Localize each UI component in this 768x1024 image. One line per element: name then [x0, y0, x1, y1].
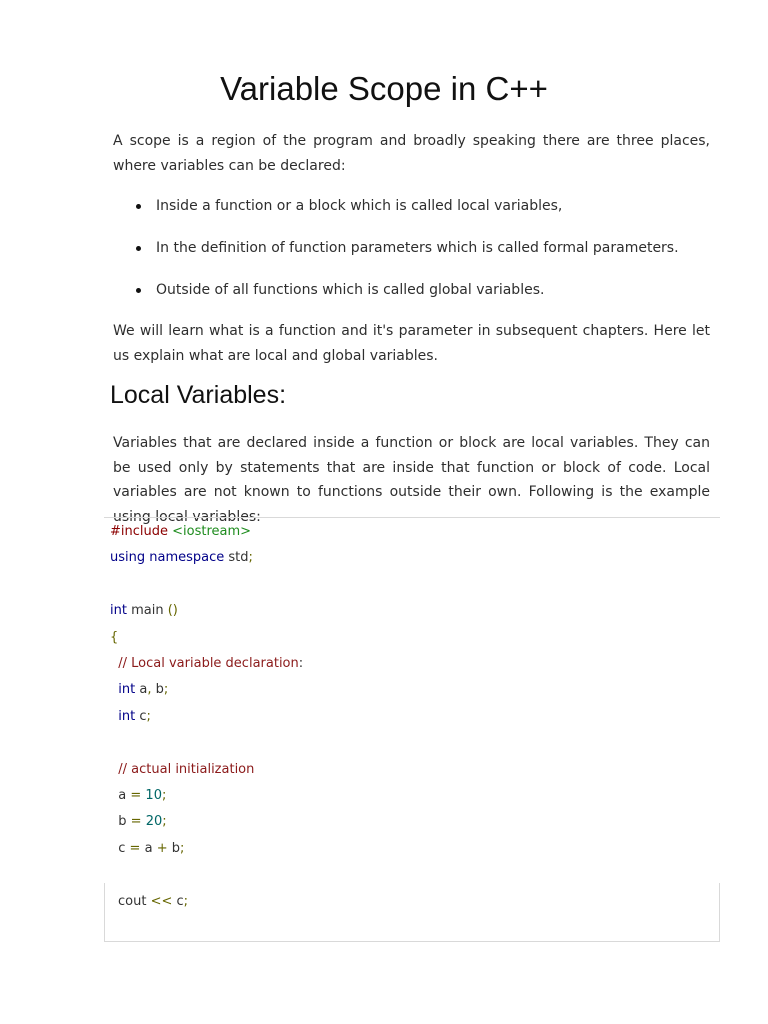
scope-places-list: [113, 194, 710, 320]
list-item-text: Inside a function or a block which is called local variables,: [156, 198, 563, 214]
code-line: [110, 757, 710, 783]
code-block: [110, 519, 710, 862]
bullet-dot-icon: [136, 288, 141, 293]
code-token-op: ;: [183, 894, 189, 909]
code-token-op: ;: [146, 708, 151, 724]
code-line: [110, 572, 710, 598]
local-variables-heading: Local Variables:: [110, 381, 287, 409]
code-token-op: ;: [163, 682, 169, 698]
code-token-id: c: [110, 840, 130, 856]
intro-paragraph: A scope is a region of the program and broadly speaking there are three places, where variables can be declared:: [113, 133, 710, 174]
code-token-op: <<: [150, 894, 173, 909]
code-token-str: <iostream>: [172, 524, 252, 539]
code-line: [110, 519, 710, 545]
code-token-kw: int: [118, 682, 136, 698]
code-token-id: b: [110, 814, 131, 830]
code-token-op: ,: [147, 682, 152, 698]
transition-paragraph: We will learn what is a function and it's parameter in subsequent chapters. Here let us explain what are local and global variables.: [113, 323, 710, 364]
bullet-dot-icon: [136, 246, 141, 251]
bullet-dot-icon: [136, 204, 141, 209]
code-line: [110, 598, 710, 624]
code-token-id: main: [126, 603, 168, 619]
code-token-num: 10: [145, 787, 162, 803]
code-token-id: c: [172, 894, 184, 909]
code-line: [110, 545, 710, 571]
code-token-pre: #include: [110, 524, 173, 539]
code-token-id: std: [224, 550, 249, 566]
code-token-op: ;: [161, 787, 167, 803]
code-block-top-border: [104, 517, 720, 518]
local-variables-description: Variables that are declared inside a function or block are local variables. They can be used only by statements that are inside that function or block of code. Local variables are not known to functions outside their own. Following is the example using local variables:: [113, 435, 710, 525]
list-item: [113, 278, 710, 320]
code-token-op: {: [110, 629, 119, 645]
code-token-op: =: [130, 814, 142, 830]
list-item: [113, 236, 710, 278]
code-token-id: cout: [118, 894, 151, 909]
list-item-text: In the definition of function parameters which is called formal parameters.: [156, 240, 679, 256]
code-token-id: a: [135, 682, 148, 698]
code-line-cout: [118, 889, 188, 915]
code-token-op: =: [130, 787, 142, 803]
list-item-text: Outside of all functions which is called global variables.: [156, 282, 545, 298]
code-token-op: ;: [162, 814, 167, 830]
code-token-com: // actual initialization: [118, 761, 255, 777]
code-token-kw: namespace: [149, 550, 225, 566]
code-token-id: a: [140, 840, 157, 856]
code-line: [110, 730, 710, 756]
code-line: [110, 783, 710, 809]
code-token-id: c: [135, 708, 147, 724]
code-block-bottom-frame: [104, 883, 720, 942]
page-title: Variable Scope in C++: [220, 70, 548, 107]
list-item: [113, 194, 710, 236]
code-line: [110, 625, 710, 651]
code-line: [110, 677, 710, 703]
code-token-kw: int: [110, 603, 127, 619]
code-token-id: a: [110, 787, 131, 803]
code-token-kw: int: [118, 708, 136, 724]
code-token-com: // Local variable declaration: [118, 655, 299, 671]
code-line: [110, 704, 710, 730]
code-line: [110, 809, 710, 835]
code-token-op: ;: [248, 550, 253, 566]
code-token-op: (): [167, 603, 178, 619]
code-token-op: +: [156, 840, 168, 856]
code-token-id: b: [151, 682, 164, 698]
code-token-id: :: [298, 655, 304, 671]
code-token-kw: using: [110, 550, 146, 566]
code-token-op: ;: [179, 840, 185, 856]
code-line: [110, 651, 710, 677]
code-line: [110, 836, 710, 862]
code-token-id: b: [167, 840, 180, 856]
code-token-num: 20: [145, 814, 163, 830]
code-token-op: =: [129, 840, 141, 856]
